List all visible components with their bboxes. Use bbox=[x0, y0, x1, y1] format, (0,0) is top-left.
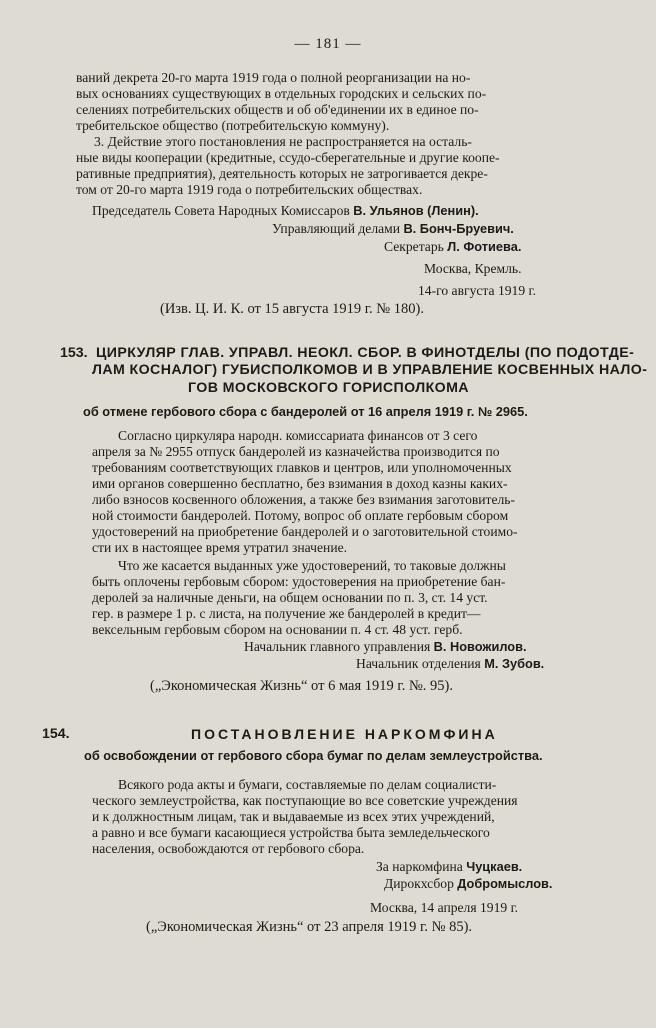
intro-line: ративные предприятия), деятельность которых не затрогивается декре- bbox=[76, 166, 488, 181]
intro-line: селениях потребительских обществ и об об'единении их в единое по- bbox=[76, 102, 479, 117]
signature-title: Начальник отделения bbox=[356, 656, 481, 671]
signature-line bbox=[384, 876, 552, 892]
source-citation: („Экономическая Жизнь“ от 6 мая 1919 г. №. 95). bbox=[150, 678, 453, 694]
paragraph-line: Согласно циркуляра народн. комиссариата финансов от 3 сего bbox=[118, 428, 478, 443]
signature-title: Секретарь bbox=[384, 239, 444, 254]
signature-name: Л. Фотиева. bbox=[447, 239, 522, 254]
date-line: 14-го августа 1919 г. bbox=[418, 283, 536, 298]
source-citation: (Изв. Ц. И. К. от 15 августа 1919 г. № 180). bbox=[160, 301, 424, 317]
place-line: Москва, Кремль. bbox=[424, 261, 522, 276]
signature-name: В. Бонч-Бруевич. bbox=[403, 221, 514, 236]
paragraph-line: либо взносов косвенного обложения, а также без взимания заготовитель- bbox=[92, 492, 516, 507]
intro-line: требительское общество (потребительскую коммуну). bbox=[76, 118, 390, 133]
paragraph-line: Что же касается выданных уже удостоверений, то таковые должны bbox=[118, 558, 506, 573]
document-number: 153. bbox=[60, 345, 88, 361]
intro-line: 3. Действие этого постановления не распространяется на осталь- bbox=[94, 134, 472, 149]
paragraph-line: деролей за наличные деньги, на общем основании по п. 3, ст. 14 уст. bbox=[92, 590, 488, 605]
document-subtitle: об освобождении от гербового сбора бумаг по делам землеустройства. bbox=[84, 748, 543, 763]
document-subtitle: об отмене гербового сбора с бандеролей от 16 апреля 1919 г. № 2965. bbox=[83, 404, 528, 419]
paragraph-line: ческого землеустройства, как поступающие во все советские учреждения bbox=[92, 793, 518, 808]
paragraph-line: вексельным гербовым сбором на основании п. 4 ст. 48 уст. герб. bbox=[92, 622, 463, 637]
paragraph-line: удостоверений на приобретение бандеролей и о заготовительной стоимо- bbox=[92, 524, 518, 539]
signature-title: За наркомфина bbox=[376, 859, 463, 874]
paragraph-line: требованиям соответствующих главков и центров, или уполномоченных bbox=[92, 460, 512, 475]
document-title: ЛАМ КОСНАЛОГ) ГУБИСПОЛКОМОВ И В УПРАВЛЕНИЕ КОСВЕННЫХ НАЛО- bbox=[92, 362, 648, 378]
page-number: — 181 — bbox=[294, 36, 362, 52]
signature-name: Чуцкаев. bbox=[466, 859, 523, 874]
paragraph-line: населения, освобождаются от гербового сбора. bbox=[92, 841, 365, 856]
intro-line: том от 20-го марта 1919 года о потребительских обществах. bbox=[76, 182, 423, 197]
intro-line: ваний декрета 20-го марта 1919 года о полной реорганизации на но- bbox=[76, 70, 471, 85]
paragraph-line: апреля за № 2955 отпуск бандеролей из казначейства производится по bbox=[92, 444, 500, 459]
signature-line bbox=[376, 859, 522, 875]
signature-line bbox=[356, 656, 544, 672]
document-title: ПОСТАНОВЛЕНИЕ НАРКОМФИНА bbox=[191, 726, 498, 742]
document-title: ГОВ МОСКОВСКОГО ГОРИСПОЛКОМА bbox=[188, 380, 469, 396]
paragraph-line: гер. в размере 1 р. с листа, на получение же бандеролей в кредит— bbox=[92, 606, 481, 621]
source-citation: („Экономическая Жизнь“ от 23 апреля 1919 г. № 85). bbox=[146, 919, 473, 935]
paragraph-line: быть оплочены гербовым сбором: удостоверения на приобретение бан- bbox=[92, 574, 506, 589]
document-number: 154. bbox=[42, 726, 70, 742]
paragraph-line: Всякого рода акты и бумаги, составляемые по делам социалисти- bbox=[118, 777, 497, 792]
signature-name: В. Новожилов. bbox=[433, 639, 527, 654]
paragraph-line: сти их в настоящее время утратил значение. bbox=[92, 540, 348, 555]
signature-title: Управляющий делами bbox=[272, 221, 401, 236]
signature-name: М. Зубов. bbox=[484, 656, 545, 671]
signature-line bbox=[244, 639, 527, 655]
signature-title: Начальник главного управления bbox=[244, 639, 431, 654]
signature-line bbox=[92, 203, 479, 219]
signature-title: Председатель Совета Народных Комиссаров bbox=[92, 203, 350, 218]
signature-line bbox=[384, 239, 521, 255]
paragraph-line: ими органов совершенно бесплатно, без взимания в доход казны каких- bbox=[92, 476, 508, 491]
signature-title: Дирокхсбор bbox=[384, 876, 454, 891]
intro-line: вых основаниях существующих в отдельных городских и сельских по- bbox=[76, 86, 487, 101]
date-line: Москва, 14 апреля 1919 г. bbox=[370, 900, 519, 915]
signature-line bbox=[272, 221, 514, 237]
paragraph-line: и к должностным лицам, так и выдаваемые из всех этих учреждений, bbox=[92, 809, 495, 824]
paragraph-line: а равно и все бумаги касающиеся устройства быта земледельческого bbox=[92, 825, 490, 840]
paragraph-line: ной стоимости бандеролей. Потому, вопрос об оплате гербовым сбором bbox=[92, 508, 509, 523]
intro-line: ные виды кооперации (кредитные, ссудо-сберегательные и другие коопе- bbox=[76, 150, 500, 165]
signature-name: В. Ульянов (Ленин). bbox=[353, 203, 479, 218]
signature-name: Добромыслов. bbox=[457, 876, 553, 891]
document-title: ЦИРКУЛЯР ГЛАВ. УПРАВЛ. НЕОКЛ. СБОР. В ФИНОТДЕЛЫ (ПО ПОДОТДЕ- bbox=[96, 345, 635, 361]
